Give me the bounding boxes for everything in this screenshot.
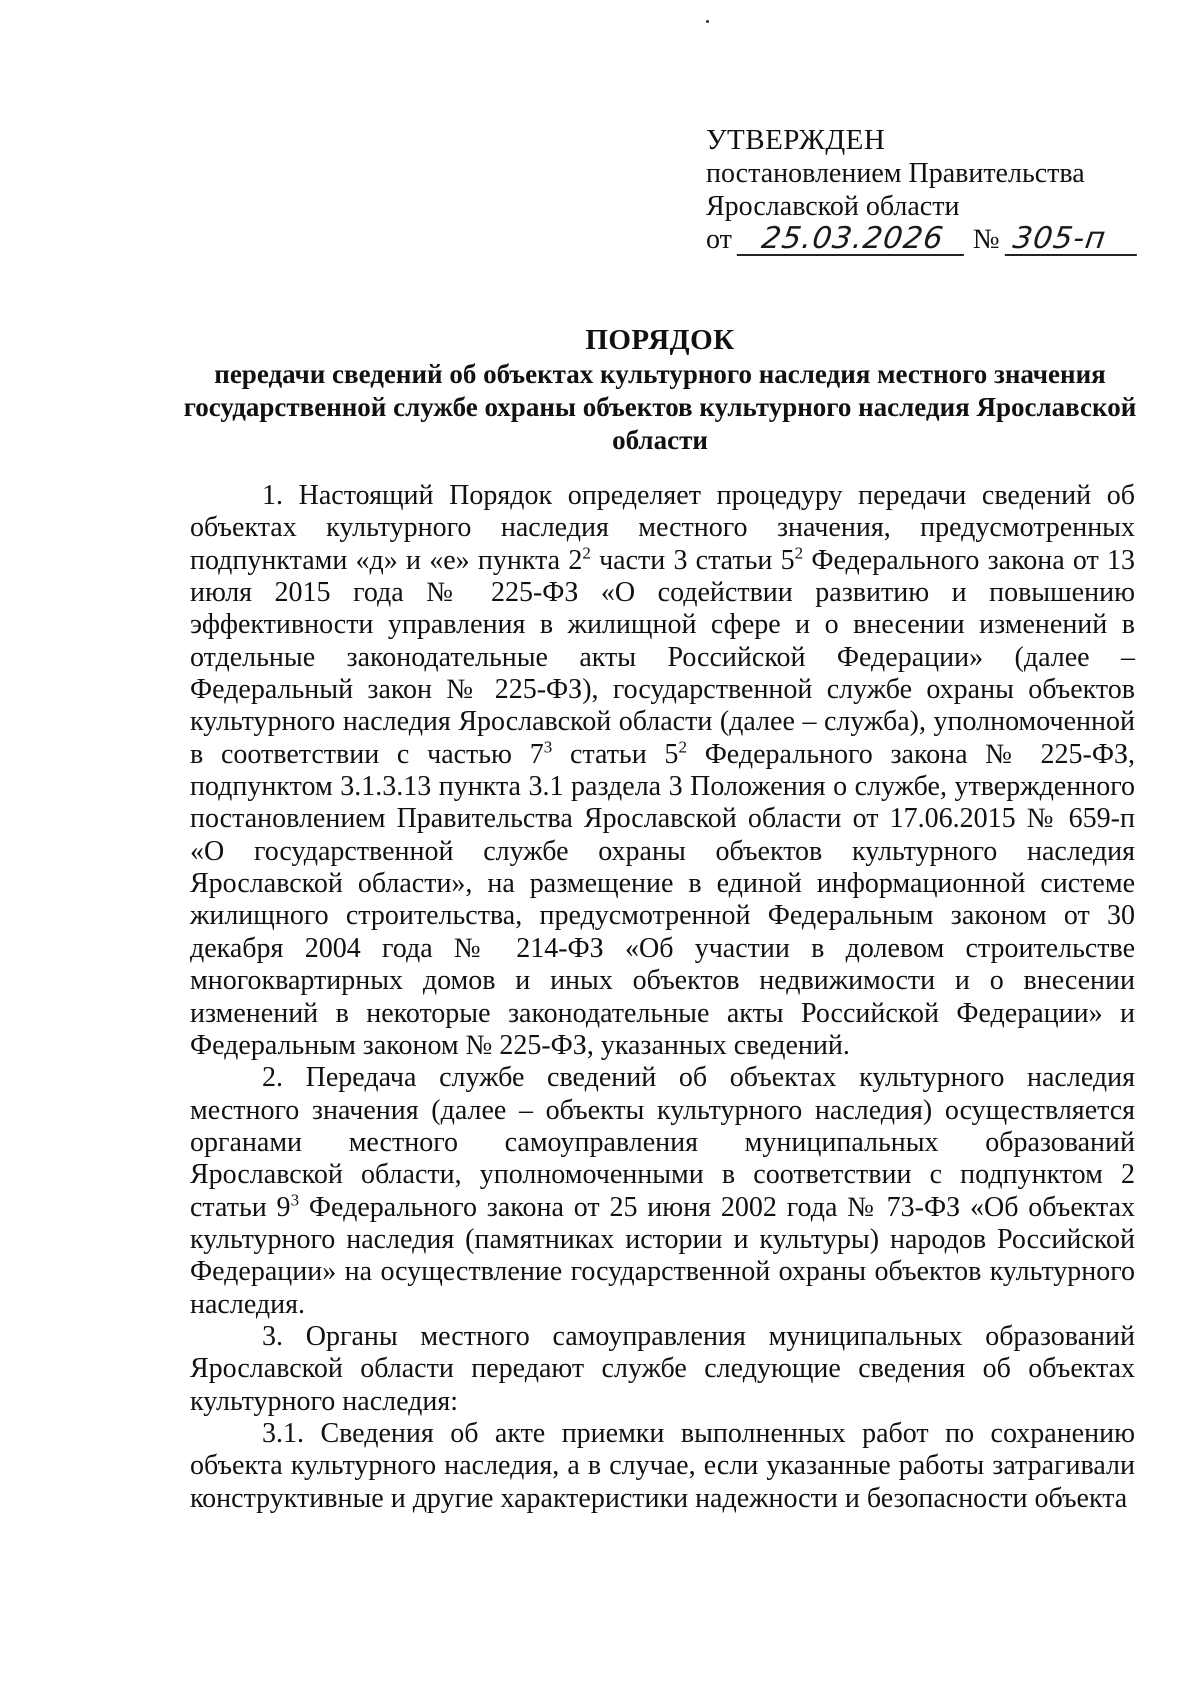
approval-line-2: Ярославской области xyxy=(706,191,960,222)
p1-sup-c: 3 xyxy=(543,737,553,757)
paragraph-3-1: 3.1. Сведения об акте приемки выполненных работ по сохранению объекта культурного наследия, а в случае, если указанные работы затрагивали конструктивные и другие характеристики надежности и безопасности объекта xyxy=(190,1417,1135,1514)
handwritten-date: 25.03.2026 xyxy=(737,224,968,256)
approval-heading: УТВЕРЖДЕН xyxy=(706,124,886,156)
number-prefix: № xyxy=(972,224,1000,255)
scan-speck xyxy=(706,20,709,23)
approval-date-line xyxy=(706,223,1166,259)
p2-text-b: Федерального закона от 25 июня 2002 года № 73-ФЗ «Об объектах культурного наследия (памятниках истории и культуры) народов Российской Федерации» на осуществление государственной охраны объектов культурного наследия. xyxy=(190,1191,1136,1320)
approval-line-1: постановлением Правительства xyxy=(706,158,1085,189)
p1-text-a: 1. Настоящий Порядок определяет процедуру передачи сведений об объектах культурного наследия местного значения, предусмотренных подпунктами «д» и «е» пункта 2 xyxy=(190,480,1135,576)
document-title: ПОРЯДОК xyxy=(585,324,735,356)
p1-text-b: части 3 статьи 5 xyxy=(590,544,795,576)
document-subtitle: передачи сведений об объектах культурного наследия местного значения государственной службе охраны объектов культурного наследия Ярославской области xyxy=(183,359,1137,455)
document-body xyxy=(190,480,1135,1515)
p1-sup-a: 2 xyxy=(582,543,591,563)
p1-sup-d: 2 xyxy=(678,737,687,757)
p2-sup-a: 3 xyxy=(290,1190,300,1210)
paragraph-1 xyxy=(190,480,1135,1062)
paragraph-2 xyxy=(190,1062,1135,1321)
p1-text-d: статьи 5 xyxy=(552,738,679,770)
p1-text-c: Федерального закона от 13 июля 2015 года № 225-ФЗ «О содействии развитию и повышению эффективности управления в жилищной сфере и о внесении изменений в отдельные законодательные акты Российской Федерации» (далее – Федеральный закон № 225-ФЗ), государственной службе охраны объектов культурного наследия Ярославской области (далее – служба), уполномоченной в соответствии с частью 7 xyxy=(190,544,1136,770)
date-prefix: от xyxy=(706,224,732,255)
paragraph-3: 3. Органы местного самоуправления муниципальных образований Ярославской области передают службе следующие сведения об объектах культурного наследия: xyxy=(190,1320,1135,1417)
p1-text-e: Федерального закона № 225-ФЗ, подпунктом 3.1.3.13 пункта 3.1 раздела 3 Положения о службе, утвержденного постановлением Правительства Ярославской области от 17.06.2015 № 659-п «О государственной службе охраны объектов культурного наследия Ярославской области», на размещение в единой информационной системе жилищного строительства, предусмотренной Федеральным законом от 30 декабря 2004 года № 214-ФЗ «Об участии в долевом строительстве многоквартирных домов и иных объектов недвижимости и о внесении изменений в некоторые законодательные акты Российской Федерации» и Федеральным законом № 225-ФЗ, указанных сведений. xyxy=(190,738,1135,1061)
approval-stamp-block xyxy=(706,124,1166,259)
handwritten-number: 305-п xyxy=(1004,224,1140,256)
p1-sup-b: 2 xyxy=(794,543,804,563)
p2-text-a: 2. Передача службе сведений об объектах культурного наследия местного значения (далее – объекты культурного наследия) осуществляется органами местного самоуправления муниципальных образований Ярославской области, уполномоченными в соответствии с подпунктом 2 статьи 9 xyxy=(190,1062,1135,1223)
document-title-block xyxy=(170,322,1150,457)
